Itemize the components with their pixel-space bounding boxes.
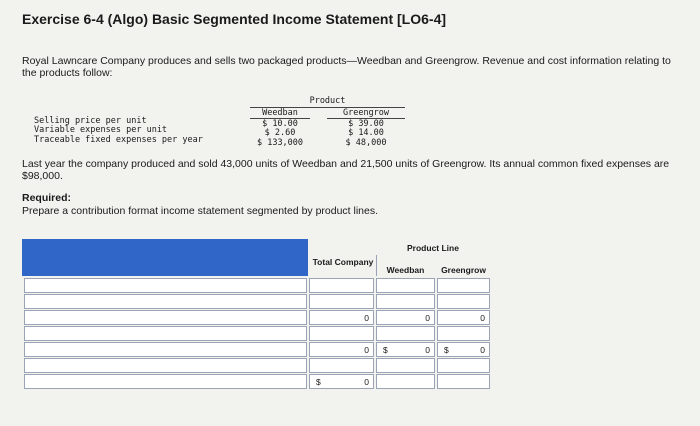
weedban-amount-input[interactable] [376, 374, 435, 389]
statement-label-input[interactable] [24, 294, 307, 309]
statement-row [22, 358, 490, 373]
weedban-amount-input[interactable] [376, 358, 435, 373]
weedban-variable-expenses: $ 2.60 [264, 128, 296, 138]
row-label-variable-expenses: Variable expenses per unit [34, 125, 168, 135]
statement-row [22, 342, 490, 357]
statement-row [22, 326, 490, 341]
row-label-selling-price: Selling price per unit [34, 116, 147, 126]
greengrow-amount-input[interactable] [437, 374, 490, 389]
amount-value: 0 [425, 313, 430, 323]
weedban-amount-input[interactable] [376, 294, 435, 309]
amount-value: 0 [480, 313, 485, 323]
dollar-sign: $ [316, 377, 321, 387]
amount-value: 0 [364, 377, 369, 387]
weedban-traceable-fixed: $ 133,000 [256, 138, 304, 148]
greengrow-amount-input[interactable] [437, 310, 490, 325]
statement-row [22, 294, 490, 309]
total-amount-input[interactable] [309, 278, 374, 293]
statement-row [22, 278, 490, 293]
amount-value: 0 [480, 345, 485, 355]
total-amount-input[interactable] [309, 342, 374, 357]
statement-header-band [22, 239, 308, 276]
total-amount-input[interactable] [309, 374, 374, 389]
greengrow-variable-expenses: $ 14.00 [348, 128, 384, 138]
statement-label-input[interactable] [24, 278, 307, 293]
weedban-selling-price: $ 10.00 [262, 119, 298, 129]
greengrow-amount-input[interactable] [437, 278, 490, 293]
exercise-title: Exercise 6-4 (Algo) Basic Segmented Income Statement [LO6-4] [22, 11, 447, 27]
statement-label-input[interactable] [24, 310, 307, 325]
total-amount-input[interactable] [309, 326, 374, 341]
header-weedban: Weedban [386, 265, 425, 275]
intro-text: Royal Lawncare Company produces and sells two packaged products—Weedban and Greengrow. Revenue and cost information relating to the products follow: [22, 55, 671, 79]
product-data-table [22, 96, 412, 156]
weedban-amount-input[interactable] [376, 326, 435, 341]
statement-row [22, 374, 490, 389]
required-heading: Required: [22, 192, 72, 204]
statement-label-input[interactable] [24, 342, 307, 357]
required-text: Prepare a contribution format income statement segmented by product lines. [22, 205, 379, 217]
header-greengrow: Greengrow [441, 265, 486, 275]
greengrow-selling-price: $ 39.00 [348, 119, 384, 129]
greengrow-amount-input[interactable] [437, 294, 490, 309]
total-amount-input[interactable] [309, 294, 374, 309]
statement-label-input[interactable] [24, 374, 307, 389]
greengrow-amount-input[interactable] [437, 342, 490, 357]
greengrow-traceable-fixed: $ 48,000 [345, 138, 387, 148]
product-group-header: Product [309, 96, 346, 106]
statement-label-input[interactable] [24, 358, 307, 373]
greengrow-amount-input[interactable] [437, 326, 490, 341]
total-amount-input[interactable] [309, 310, 374, 325]
statement-row [22, 310, 490, 325]
header-product-line: Product Line [407, 243, 459, 253]
amount-value: 0 [364, 313, 369, 323]
income-statement-grid [22, 239, 490, 391]
col-weedban-header: Weedban [262, 108, 298, 118]
total-amount-input[interactable] [309, 358, 374, 373]
weedban-amount-input[interactable] [376, 278, 435, 293]
row-label-traceable-fixed: Traceable fixed expenses per year [34, 135, 203, 145]
greengrow-amount-input[interactable] [437, 358, 490, 373]
weedban-amount-input[interactable] [376, 342, 435, 357]
amount-value: 0 [425, 345, 430, 355]
statement-label-input[interactable] [24, 326, 307, 341]
weedban-amount-input[interactable] [376, 310, 435, 325]
header-total-company: Total Company [312, 257, 374, 267]
dollar-sign: $ [444, 345, 449, 355]
dollar-sign: $ [383, 345, 388, 355]
col-greengrow-header: Greengrow [342, 108, 390, 118]
units-paragraph: Last year the company produced and sold 43,000 units of Weedban and 21,500 units of Greengrow. Its annual common fixed expenses are $98,000. [22, 158, 670, 182]
amount-value: 0 [364, 345, 369, 355]
